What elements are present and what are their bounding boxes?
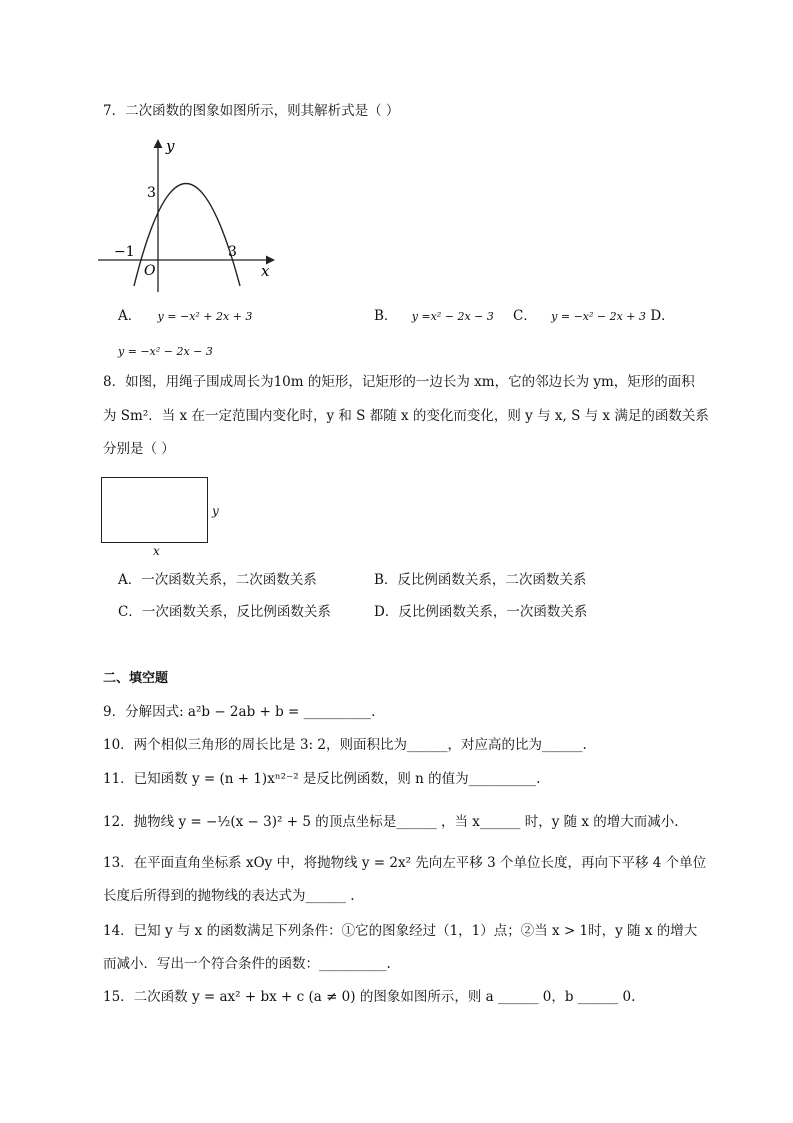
q8-rectangle-figure xyxy=(101,477,208,543)
q8-option-d: D．反比例函数关系，一次函数关系 xyxy=(374,604,588,620)
q11: 11．已知函数 y = (n + 1)xⁿ²⁻² 是反比例函数，则 n 的值为__________. xyxy=(103,771,541,787)
q8-option-b: B．反比例函数关系，二次函数关系 xyxy=(374,572,587,588)
graph-origin-label: O xyxy=(144,263,156,279)
q8-stem-line2: 为 Sm²．当 x 在一定范围内变化时，y 和 S 都随 x 的变化而变化，则 y 与 x, S 与 x 满足的函数关系 xyxy=(103,408,709,424)
q8-stem-line1: 8．如图，用绳子围成周长为10m 的矩形，记矩形的一边长为 xm，它的邻边长为 ym，矩形的面积 xyxy=(103,374,695,390)
q7-option-d-expr: y = −x² − 2x − 3 xyxy=(118,345,213,358)
q8-figure-x-label: x xyxy=(153,544,160,558)
q13-line2: 长度后所得到的抛物线的表达式为______ . xyxy=(103,888,355,904)
q7-option-c-expr: y = −x² − 2x + 3 xyxy=(551,310,647,323)
graph-y-intercept-label: 3 xyxy=(147,185,156,201)
q7-option-a-expr: y = −x² + 2x + 3 xyxy=(157,310,253,323)
graph-right-root-label: 3 xyxy=(228,244,237,260)
q8-option-c: C．一次函数关系，反比例函数关系 xyxy=(118,604,331,620)
graph-x-label: x xyxy=(261,262,270,280)
q15: 15．二次函数 y = ax² + bx + c (a ≠ 0) 的图象如图所示，则 a ______ 0，b ______ 0. xyxy=(103,989,636,1005)
q7-option-c-label: C． xyxy=(513,308,537,324)
q7-option-b xyxy=(374,310,494,324)
q8-stem-line3: 分别是（ ） xyxy=(103,441,175,457)
graph-left-root-label: −1 xyxy=(114,244,135,260)
q14-line2: 而减小．写出一个符合条件的函数：__________. xyxy=(103,956,391,972)
q7-option-d xyxy=(118,345,213,359)
q10: 10．两个相似三角形的周长比是 3: 2，则面积比为______，对应高的比为______. xyxy=(103,737,587,753)
q8-option-a: A．一次函数关系，二次函数关系 xyxy=(118,572,317,588)
q7-option-d-label: D． xyxy=(650,308,675,324)
q14-line1: 14．已知 y 与 x 的函数满足下列条件：①它的图象经过（1，1）点；②当 x > 1时，y 随 x 的增大 xyxy=(103,923,698,939)
q7-option-a xyxy=(118,310,252,324)
q7-option-b-label: B． xyxy=(374,308,398,324)
q13-line1: 13．在平面直角坐标系 xOy 中，将抛物线 y = 2x² 先向左平移 3 个单位长度，再向下平移 4 个单位 xyxy=(103,855,707,871)
graph-y-label: y xyxy=(166,137,175,155)
q7-option-a-label: A． xyxy=(118,308,142,324)
q12: 12．抛物线 y = −½(x − 3)² + 5 的顶点坐标是______ ，当 x______ 时，y 随 x 的增大而减小. xyxy=(103,814,679,830)
q8-figure-y-label: y xyxy=(212,504,219,518)
q7-option-b-expr: y =x² − 2x − 3 xyxy=(411,310,494,323)
q7-option-c xyxy=(513,310,675,324)
section-heading: 二、填空题 xyxy=(103,671,169,686)
q7-stem: 7．二次函数的图象如图所示，则其解析式是（ ） xyxy=(103,103,400,119)
q7-parabola-graph xyxy=(94,136,284,296)
q9: 9．分解因式: a²b − 2ab + b = __________. xyxy=(103,704,376,720)
